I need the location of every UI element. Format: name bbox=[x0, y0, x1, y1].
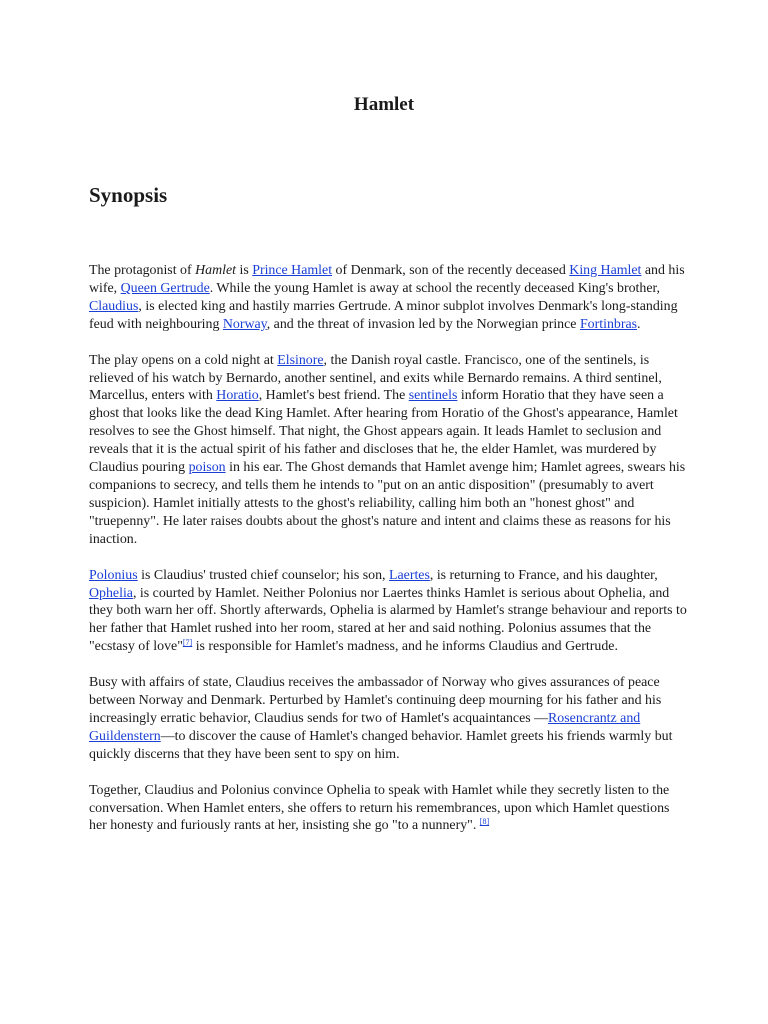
text-run: Busy with affairs of state, Claudius receives the ambassador of Norway who gives assurances of peace between Norway and Denmark. Perturbed by Hamlet's continuing deep mourning for his father and his increasingly erratic behavior, Claudius sends for two of Hamlet's acquaintances — bbox=[89, 675, 662, 726]
text-run: , is elected king and hastily marries Gertrude. A minor subplot involves Denmark's long-standing feud with neighbouring bbox=[89, 298, 678, 332]
synopsis-paragraph bbox=[89, 567, 689, 657]
synopsis-paragraph bbox=[89, 674, 689, 764]
text-run: Together, Claudius and Polonius convince Ophelia to speak with Hamlet while they secretly listen to the conversation. When Hamlet enters, she offers to return his remembrances, upon which Hamlet questions her honesty and furiously rants at her, insisting she go "to a nunnery". bbox=[89, 782, 670, 834]
text-run: of Denmark, son of the recently deceased bbox=[332, 263, 570, 278]
wiki-link[interactable]: Prince Hamlet bbox=[252, 263, 333, 278]
text-run: . While the young Hamlet is away at school the recently deceased King's brother, bbox=[209, 280, 661, 296]
text-run: , Hamlet's best friend. The bbox=[258, 388, 409, 404]
wiki-link[interactable]: Norway bbox=[222, 316, 267, 332]
wiki-link[interactable]: Claudius bbox=[89, 298, 139, 314]
text-run: and his wife, bbox=[89, 263, 685, 296]
citation-link[interactable]: [7] bbox=[182, 638, 193, 648]
synopsis-paragraph bbox=[89, 782, 689, 836]
text-run: The play opens on a cold night at bbox=[89, 352, 278, 368]
wiki-link[interactable]: Laertes bbox=[389, 567, 430, 583]
text-run: The protagonist of bbox=[89, 263, 196, 278]
synopsis-body bbox=[89, 262, 689, 853]
wiki-link[interactable]: sentinels bbox=[408, 388, 458, 404]
text-run: , is courted by Hamlet. Neither Polonius nor Laertes thinks Hamlet is serious about Ophelia, and they both warn her off. Shortly afterwards, Ophelia is alarmed by Hamlet's strange behaviour and reports to her father that Hamlet rushed into her room, stared at her and said nothing. Polonius assumes that the "ecstasy of love" bbox=[89, 585, 687, 655]
text-run: , and the threat of invasion led by the Norwegian prince bbox=[266, 316, 580, 332]
wiki-link[interactable]: Rosencrantz and Guildenstern bbox=[89, 710, 641, 744]
text-run: is bbox=[236, 263, 253, 278]
document-title: Hamlet bbox=[353, 94, 415, 115]
wiki-link[interactable]: Queen Gertrude bbox=[120, 280, 210, 296]
wiki-link[interactable]: Elsinore bbox=[277, 352, 324, 368]
section-heading: Synopsis bbox=[89, 183, 168, 207]
text-run: is responsible for Hamlet's madness, and he informs Claudius and Gertrude. bbox=[192, 639, 618, 655]
wiki-link[interactable]: poison bbox=[188, 460, 226, 476]
text-run: in his ear. The Ghost demands that Hamlet avenge him; Hamlet agrees, swears his companions to secrecy, and tells them he intends to "put on an antic disposition" (presumably to avert suspicion). Hamlet initially attests to the ghost's reliability, calling him both an "honest ghost" and "truepenny". He later raises doubts about the ghost's nature and intent and claims these as reasons for his inaction. bbox=[89, 460, 686, 547]
wiki-link[interactable]: Ophelia bbox=[89, 585, 133, 601]
citation-link[interactable]: [8] bbox=[479, 817, 490, 827]
italic-text: Hamlet bbox=[195, 263, 236, 278]
wiki-link[interactable]: Fortinbras bbox=[579, 316, 638, 332]
text-run: inform Horatio that they have seen a ghost that looks like the dead King Hamlet. After hearing from Horatio of the Ghost's appearance, Hamlet resolves to see the Ghost himself. That night, the Ghost appears again. It leads Hamlet to seclusion and reveals that it is the actual spirit of his father and discloses that he, the elder Hamlet, was murdered by Claudius pouring bbox=[89, 388, 678, 476]
synopsis-paragraph bbox=[89, 262, 689, 334]
text-run: —to discover the cause of Hamlet's changed behavior. Hamlet greets his friends warmly but quickly discerns that they have been sent to spy on him. bbox=[89, 728, 673, 762]
text-run: is Claudius' trusted chief counselor; his son, bbox=[137, 567, 389, 583]
wiki-link[interactable]: Horatio bbox=[216, 388, 259, 404]
wiki-link[interactable]: King Hamlet bbox=[569, 263, 642, 278]
text-run: . bbox=[637, 316, 641, 332]
wiki-link[interactable]: Polonius bbox=[89, 567, 138, 583]
text-run: , the Danish royal castle. Francisco, one of the sentinels, is relieved of his watch by Bernardo, another sentinel, and exits while Bernardo remains. A third sentinel, Marcellus, enters with bbox=[89, 352, 662, 404]
synopsis-paragraph bbox=[89, 352, 689, 549]
text-run: , is returning to France, and his daughter, bbox=[429, 567, 658, 583]
